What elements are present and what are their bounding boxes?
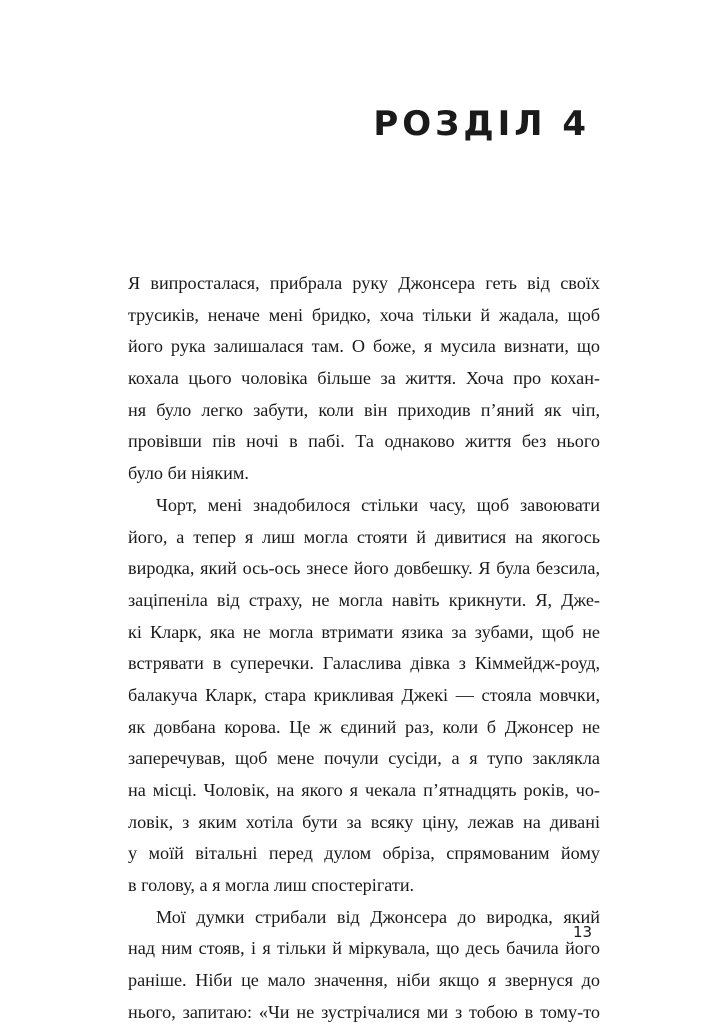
chapter-title: РОЗДІЛ 4 [373,104,590,144]
text-line: балакуча Кларк, стара крикливая Джекі — стояла мовчки, [128,684,600,705]
text-line: трусиків, неначе мені бридко, хоча тільки й жадала, щоб [128,304,600,325]
text-line: його, а тепер я лиш могла стояти й дивитися на якогось [128,526,600,547]
text-line: заперечував, щоб мене почули сусіди, а я тупо заклякла [128,748,600,769]
text-line: Мої думки стрибали від Джонсера до виродка, який [156,906,600,927]
text-line: кі Кларк, яка не могла втримати язика за зубами, щоб не [128,621,600,642]
text-line: було би ніяким. [128,463,249,484]
text-line: провівши пів ночі в пабі. Та однаково життя без нього [128,431,600,452]
text-line: нього, запитаю: «Чи не зустрічалися ми з тобою в тому-то [128,1001,600,1022]
text-line: ловік, з яким хотіла бути за всяку ціну, лежав на дивані [128,811,600,832]
text-line: раніше. Ніби це мало значення, ніби якщо я звернуся до [128,970,600,991]
text-line: на місці. Чоловік, на якого я чекала п’ятнадцять років, чо- [128,780,600,800]
text-line: у моїй вітальні перед дулом обріза, спрямованим йому [128,843,600,864]
text-line: Чорт, мені знадобилося стільки часу, щоб завоювати [156,494,600,515]
text-line: заціпеніла від страху, не могла навіть крикнути. Я, Дже- [128,589,600,610]
text-line: над ним стояв, і я тільки й міркувала, що десь бачила його [128,938,600,959]
page-number: 13 [573,923,593,941]
text-line: встрявати в суперечки. Галаслива дівка з Кіммейдж-роуд, [128,653,600,674]
text-line: Я випросталася, прибрала руку Джонсера геть від своїх [128,273,600,293]
text-line: в голову, а я могла лиш спостерігати. [128,875,415,896]
text-line: виродка, який ось-ось знесе його довбешку. Я була безсила, [128,558,600,579]
text-line: кохала цього чоловіка більше за життя. Хоча про кохан- [128,368,600,389]
text-line: ня було легко забути, коли він приходив п’яний як чіп, [128,399,600,420]
body-text [128,268,600,1029]
text-line: його рука залишалася там. О боже, я мусила визнати, що [128,336,600,357]
text-line: як довбана корова. Це ж єдиний раз, коли б Джонсер не [128,716,600,737]
